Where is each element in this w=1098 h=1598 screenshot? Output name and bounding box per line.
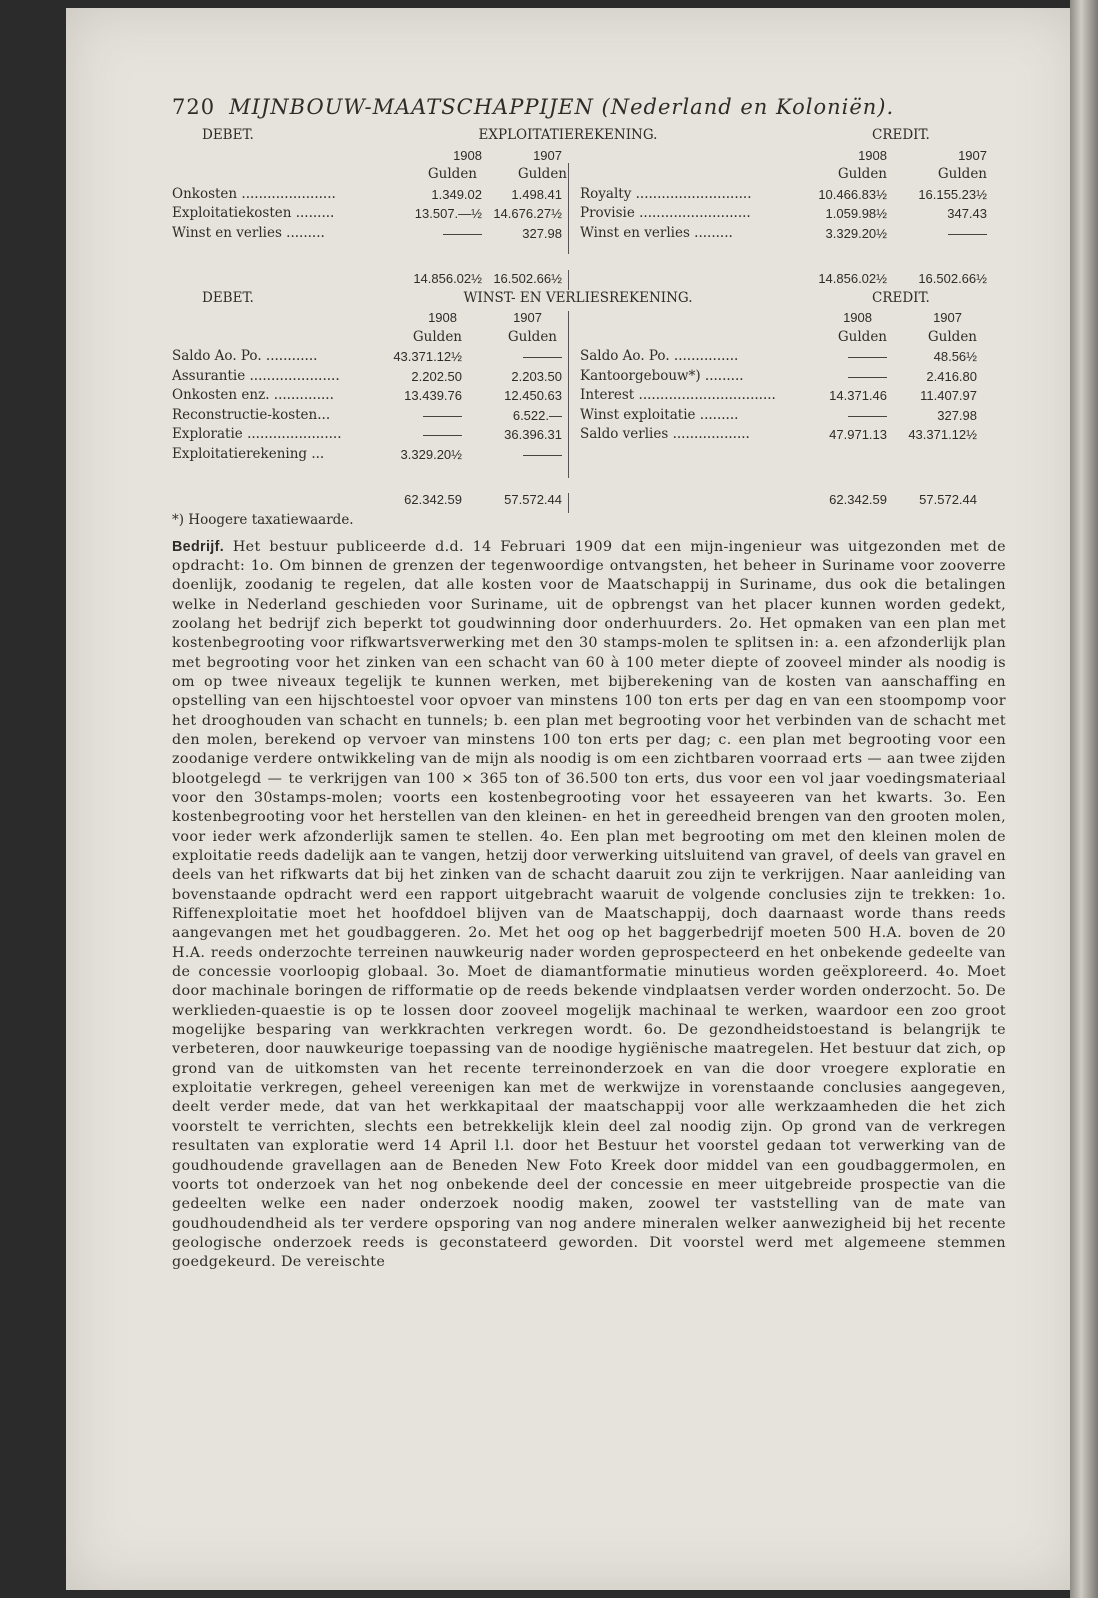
value-1908: ——— — [848, 407, 887, 423]
unit-label: Gulden — [427, 166, 477, 182]
value-1907: 11.407.97 — [920, 388, 977, 403]
row-label: Winst en verlies ......... — [172, 224, 325, 241]
total-1907: 16.502.66½ — [918, 271, 987, 286]
unit-label: Gulden — [517, 166, 567, 182]
page-number: 720 — [172, 95, 216, 119]
total-1908: 14.856.02½ — [413, 271, 482, 286]
value-1907: 16.155.23½ — [918, 186, 987, 202]
running-title: MIJNBOUW-MAATSCHAPPIJEN (Nederland en Koloniën). — [229, 95, 895, 119]
winst-account — [172, 289, 1006, 510]
exploitatie-account — [172, 126, 1006, 289]
row-label: Saldo Ao. Po. ............ — [172, 348, 318, 364]
debet-year-1908: 1908 — [453, 147, 482, 163]
table-row — [172, 406, 1006, 426]
value-1908: 43.371.12½ — [393, 349, 462, 364]
value-1907: 347.43 — [947, 206, 987, 221]
value-1907: 6.522.— — [512, 407, 562, 423]
table-row — [172, 185, 1006, 205]
row-label: Provisie .......................... — [580, 205, 751, 221]
book-spine — [1070, 0, 1098, 1598]
credit-year-1908: 1908 — [858, 147, 887, 163]
row-label: Winst en verlies ......... — [580, 224, 733, 241]
value-1908: 3.329.20½ — [400, 446, 462, 462]
value-1908: 13.439.76 — [404, 388, 462, 403]
row-label: Exploratie ...................... — [172, 426, 342, 442]
value-1908: ——— — [848, 368, 887, 384]
credit-label: CREDIT. — [872, 289, 930, 306]
value-1907: ——— — [523, 349, 562, 364]
value-1908: 1.349.02 — [431, 186, 482, 202]
value-1908: 14.371.46 — [829, 388, 887, 403]
credit-label: CREDIT. — [872, 127, 930, 143]
row-label: Exploitatiekosten ......... — [172, 205, 335, 221]
credit-year-1907: 1907 — [958, 147, 987, 163]
value-1908: ——— — [848, 349, 887, 364]
totals-row — [172, 490, 1006, 510]
account-title: WINST- EN VERLIESREKENING. — [463, 289, 693, 306]
debet-label: DEBET. — [202, 127, 254, 143]
debet-label: DEBET. — [202, 289, 254, 306]
value-1907: ——— — [948, 225, 987, 241]
value-1908: 13.507.—½ — [414, 206, 482, 221]
year-row — [172, 146, 1006, 166]
value-1907: 14.676.27½ — [493, 206, 562, 221]
value-1908: 2.202.50 — [411, 368, 462, 384]
value-1907: 43.371.12½ — [908, 427, 977, 442]
row-label: Royalty ........................... — [580, 185, 752, 202]
value-1908: 3.329.20½ — [825, 225, 887, 241]
value-1907: 2.203.50 — [511, 368, 562, 384]
value-1907: 48.56½ — [933, 349, 977, 364]
table-row — [172, 425, 1006, 445]
table-row — [172, 347, 1006, 367]
unit-label: Gulden — [837, 328, 887, 345]
total-1908: 14.856.02½ — [818, 271, 887, 286]
unit-label: Gulden — [927, 328, 977, 345]
row-label: Winst exploitatie ......... — [580, 406, 739, 423]
unit-label: Gulden — [507, 328, 557, 345]
unit-row — [172, 328, 1006, 348]
total-1907: 57.572.44 — [919, 492, 977, 507]
row-label: Exploitatierekening ... — [172, 445, 325, 462]
account-title-row — [172, 126, 1006, 146]
bedrijf-text: Het bestuur publiceerde d.d. 14 Februari 1909 dat een mijn-ingenieur was uitgezonden met de opdracht: 1o. Om binnen de grenzen der tegenwoordige ontvangsten, het beheer in Suriname voor zooverre doenlijk, zoodanig te regelen, dat alle kosten voor de Maatschappij in Suriname, dus ook die betalingen welke in Nederland geschieden voor Suriname, uit de opbrengst van het placer kunnen worden gedekt, zoolang het bedrijf zich beperkt tot goudwinning door onderhuurders. 2o. Het opmaken van een plan met kostenbegrooting voor rifkwartsverwerking met den 30 stamps-molen te splitsen in: a. een afzonderlijk plan met begrooting voor het zinken van een schacht van 60 à 100 meter diepte of zooveel minder als noodig is om op twee niveaux tegelijk te kunnen werken, met bijberekening van de kosten van aanschaffing en opstelling van een hijschtoestel voor opvoer van minstens 100 ton erts per dag en van een stoompomp voor het drooghouden van schacht en tunnels; b. een plan met begrooting voor het verbinden van de schacht met den molen, berekend op vervoer van minstens 100 ton erts per dag; c. een plan met begrooting voor een zoodanige verdere ontwikkeling van de mijn als noodig is om een zichtbaren voorraad erts — aan twee zijden blootgelegd — te verkrijgen van 100 × 365 ton of 36.500 ton erts, dus voor een vol jaar voedingsmateriaal voor den 30stamps-molen; voorts een kostenbegrooting voor het essayeeren van het kwarts. 3o. Een kostenbegrooting voor het herstellen van den kleinen- en het in gereedheid brengen van den grooten molen, voor ieder werk afzonderlijk samen te stellen. 4o. Een plan met begrooting om met den kleinen molen de exploitatie reeds dadelijk aan te vangen, hetzij door verwerking uitsluitend van gravel, of deels van gravel en deels van het rifkwarts dat bij het zinken van de schacht daaruit zou zijn te verkrijgen. Naar aanleiding van bovenstaande opdracht werd een rapport uitgebracht waaruit de volgende conclusies zijn te trekken: 1o. Riffenexploitatie moet het hoofddoel blijven van de Maatschappij, doch daarnaast worde thans reeds aangevangen met het goudbaggeren. 2o. Met het oog op het baggerbedrijf moeten 500 H.A. boven de 20 H.A. reeds onderzochte terreinen nauwkeurig nader worden geprospecteerd en het onbekende gedeelte van de concessie voorloopig globaal. 3o. Moet de diamantformatie minutieus worden geëxploreerd. 4o. Moet door machinale boringen de rifformatie op de reeds bekende vindplaatsen verder worden onderzocht. 5o. De werklieden-quaestie is op te lossen door zooveel mogelijk machinaal te werken, waardoor een zoo groot mogelijke besparing van werkkrachten verkregen wordt. 6o. De gezondheidstoestand is belangrijk te verbeteren, door nauwkeurige toepassing van de noodige hygiënische maatregelen. Het bestuur dat zich, op grond van de uitkomsten van het recente terreinonderzoek en van die door vroegere exploratie en exploitatie verkregen, geheel vereenigen kan met de werkwijze in vorenstaande conclusies aangegeven, deelt verder mede, dat van het werkkapitaal der maatschappij voor alle werkzaamheden die het zich voorstelt te verrichten, slechts een betrekkelijk klein deel zal noodig zijn. Op grond van de verkregen resultaten van exploratie werd 14 April l.l. door het Bestuur het voorstel gedaan tot verwerking van de goudhoudende gravellagen aan de Beneden New Foto Kreek door middel van een goudbaggermolen, en voorts tot onderzoek van het nog onbekende deel der concessie en meer uitgebreide prospectie van die gedeelten welke een nader onderzoek noodig maken, zoowel ter vaststelling van de mate van goudhoudendheid als ter verdere opsporing van nog andere mineralen welker aanwezigheid bij het recente geologische onderzoek reeds is geconstateerd geworden. Dit voorstel werd met algemeene stemmen goedgekeurd. De vereischte — [172, 538, 1006, 1271]
totals-row — [172, 269, 1006, 289]
row-label: Reconstructie-kosten... — [172, 406, 331, 423]
value-1908: 47.971.13 — [829, 427, 887, 442]
value-1908: ——— — [443, 225, 482, 241]
table-row — [172, 204, 1006, 224]
debet-year-1907: 1907 — [513, 310, 542, 325]
page-content — [172, 88, 1006, 1273]
bedrijf-paragraph — [172, 538, 1006, 1273]
row-label: Kantoorgebouw*) ......... — [580, 367, 744, 384]
total-1908: 62.342.59 — [829, 492, 887, 507]
total-1908: 62.342.59 — [404, 492, 462, 507]
row-label: Onkosten ...................... — [172, 185, 336, 202]
account-title-row — [172, 289, 1006, 309]
total-1907: 57.572.44 — [504, 492, 562, 507]
account-title: EXPLOITATIEREKENING. — [478, 127, 658, 143]
row-label: Onkosten enz. .............. — [172, 387, 334, 403]
unit-row — [172, 165, 1006, 185]
row-label: Assurantie ..................... — [172, 367, 340, 384]
value-1907: 2.416.80 — [926, 368, 977, 384]
footnote: *) Hoogere taxatiewaarde. — [172, 511, 354, 528]
value-1907: 327.98 — [937, 407, 977, 423]
unit-label: Gulden — [937, 166, 987, 182]
value-1907: 36.396.31 — [504, 427, 562, 442]
unit-label: Gulden — [412, 328, 462, 345]
unit-label: Gulden — [837, 166, 887, 182]
debet-year-1907: 1907 — [533, 147, 562, 163]
value-1908: 1.059.98½ — [825, 206, 887, 221]
value-1908: 10.466.83½ — [818, 186, 887, 202]
value-1907: 1.498.41 — [511, 186, 562, 202]
section-heading: Bedrijf. — [172, 538, 225, 555]
value-1907: ——— — [523, 446, 562, 462]
debet-year-1908: 1908 — [428, 310, 457, 325]
total-1907: 16.502.66½ — [493, 271, 562, 286]
value-1908: ——— — [423, 407, 462, 423]
row-label: Saldo Ao. Po. ............... — [580, 348, 739, 364]
credit-year-1907: 1907 — [933, 310, 962, 325]
table-row — [172, 386, 1006, 406]
credit-year-1908: 1908 — [843, 310, 872, 325]
table-row — [172, 367, 1006, 387]
row-label: Saldo verlies .................. — [580, 426, 750, 442]
value-1908: ——— — [423, 427, 462, 442]
year-row — [172, 308, 1006, 328]
running-header — [172, 88, 1006, 126]
value-1907: 12.450.63 — [504, 388, 562, 403]
table-row — [172, 445, 1006, 465]
table-row — [172, 224, 1006, 244]
row-label: Interest ................................ — [580, 387, 776, 403]
value-1907: 327.98 — [522, 225, 562, 241]
